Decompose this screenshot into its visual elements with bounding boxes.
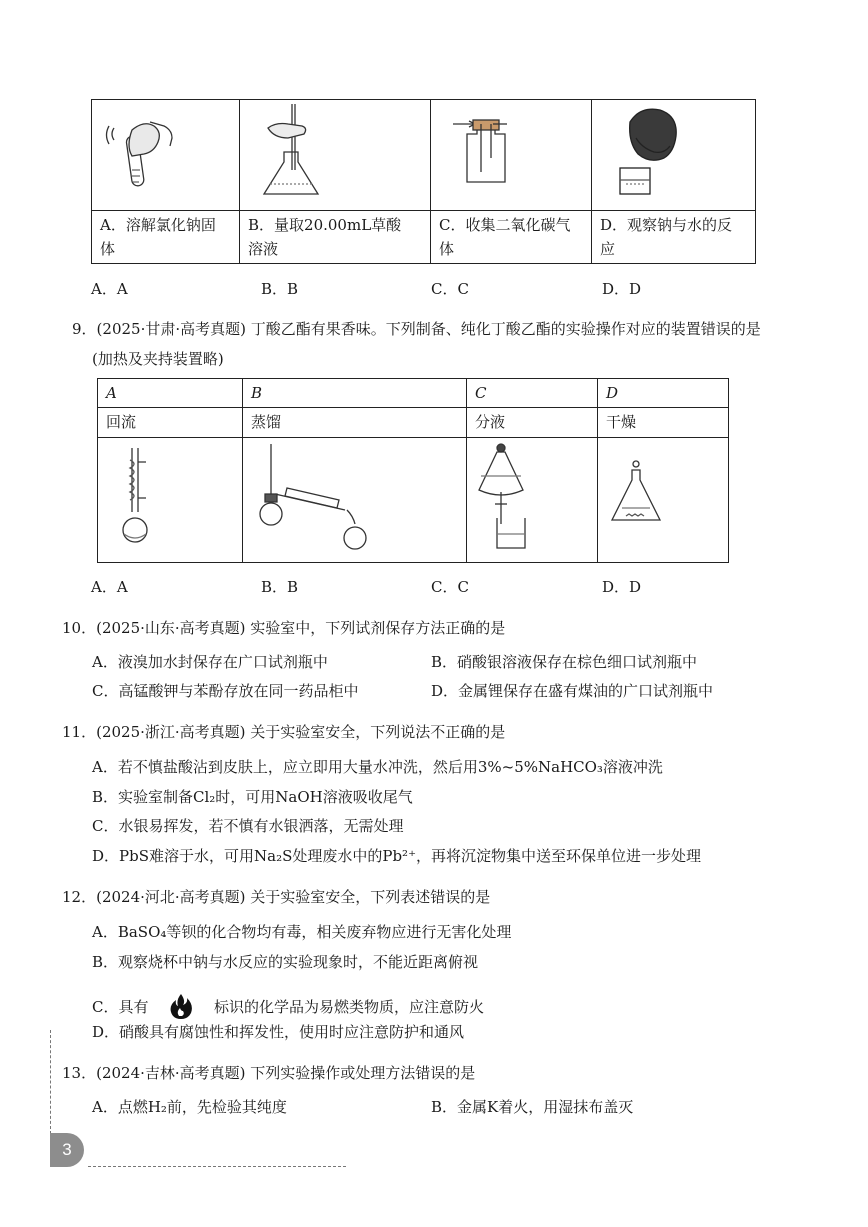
q9-img-d <box>598 438 729 563</box>
q13-choice-a[interactable]: A．点燃H₂前，先检验其纯度 <box>92 1098 287 1116</box>
q8-table <box>91 99 756 264</box>
gas-collecting-bottle-illustration <box>431 100 591 206</box>
q9-option-d[interactable]: D．D <box>602 578 642 596</box>
q12-choice-c-suffix: 标识的化学品为易燃类物质，应注意防火 <box>214 998 485 1016</box>
q13-choice-b[interactable]: B．金属K着火，用湿抹布盖灭 <box>431 1098 634 1116</box>
q8-caption-d: D．观察钠与水的反 应 <box>592 211 756 264</box>
q8-caption-b: B．量取20.00mL草酸 溶液 <box>240 211 431 264</box>
q8-img-d <box>592 100 756 211</box>
q8-option-c[interactable]: C．C <box>431 280 469 298</box>
student-observing-beaker-illustration <box>592 100 755 206</box>
page-number: 3 <box>50 1133 84 1167</box>
q9-header-d: D <box>606 384 619 402</box>
q9-name-d: 干燥 <box>606 413 637 431</box>
q12-choice-b[interactable]: B．观察烧杯中钠与水反应的实验现象时，不能近距离俯视 <box>92 953 479 971</box>
q13-stem: 13．(2024·吉林·高考真题) 下列实验操作或处理方法错误的是 <box>62 1064 476 1082</box>
q9-img-b <box>243 438 467 563</box>
q8-caption-c: C．收集二氧化碳气 体 <box>431 211 592 264</box>
q8-img-b <box>240 100 431 211</box>
separatory-funnel-illustration <box>467 438 597 558</box>
q8-option-d[interactable]: D．D <box>602 280 642 298</box>
q11-stem: 11．(2025·浙江·高考真题) 关于实验室安全，下列说法不正确的是 <box>62 723 506 741</box>
q10-choice-c[interactable]: C．高锰酸钾与苯酚存放在同一药品柜中 <box>92 682 359 700</box>
q9-name-b: 蒸馏 <box>251 413 282 431</box>
q8-option-b[interactable]: B．B <box>261 280 299 298</box>
q9-name-a: 回流 <box>106 413 137 431</box>
q8-caption-a: A．溶解氯化钠固 体 <box>92 211 240 264</box>
q11-choice-d[interactable]: D．PbS难溶于水，可用Na₂S处理废水中的Pb²⁺，再将沉淀物集中送至环保单位进一步处理 <box>92 847 701 865</box>
pipette-and-flask-illustration <box>240 100 430 206</box>
q9-img-c <box>467 438 598 563</box>
q8-img-a <box>92 100 240 211</box>
q11-choice-a[interactable]: A．若不慎盐酸沾到皮肤上，应立即用大量水冲洗，然后用3%~5%NaHCO₃溶液冲洗 <box>92 758 663 776</box>
q10-stem: 10．(2025·山东·高考真题) 实验室中，下列试剂保存方法正确的是 <box>62 619 506 637</box>
flammable-hazard-icon <box>167 992 195 1020</box>
q9-option-c[interactable]: C．C <box>431 578 469 596</box>
q12-choice-d[interactable]: D．硝酸具有腐蚀性和挥发性，使用时应注意防护和通风 <box>92 1023 465 1041</box>
q10-choice-a[interactable]: A．液溴加水封保存在广口试剂瓶中 <box>92 653 328 671</box>
q9-table <box>97 378 729 563</box>
q9-header-c: C <box>475 384 487 402</box>
q12-stem: 12．(2024·河北·高考真题) 关于实验室安全，下列表述错误的是 <box>62 888 491 906</box>
margin-dashed-line <box>50 1030 51 1134</box>
q9-stem-line2: (加热及夹持装置略) <box>92 350 224 368</box>
q12-choice-c[interactable] <box>92 992 484 1020</box>
q8-img-c <box>431 100 592 211</box>
q12-choice-c-prefix: C．具有 <box>92 998 149 1016</box>
q12-choice-a[interactable]: A．BaSO₄等钡的化合物均有毒，相关废弃物应进行无害化处理 <box>92 923 512 941</box>
q11-choice-b[interactable]: B．实验室制备Cl₂时，可用NaOH溶液吸收尾气 <box>92 788 413 806</box>
q9-img-a <box>98 438 243 563</box>
distillation-apparatus-illustration <box>243 438 466 558</box>
q10-choice-d[interactable]: D．金属锂保存在盛有煤油的广口试剂瓶中 <box>431 682 714 700</box>
drying-flask-illustration <box>598 438 728 558</box>
q9-name-c: 分液 <box>475 413 506 431</box>
q9-header-b: B <box>251 384 263 402</box>
q9-option-b[interactable]: B．B <box>261 578 299 596</box>
footer-dashed-line <box>88 1166 346 1167</box>
q8-option-a[interactable]: A．A <box>91 280 128 298</box>
hand-shaking-test-tube-illustration <box>92 100 239 206</box>
q10-choice-b[interactable]: B．硝酸银溶液保存在棕色细口试剂瓶中 <box>431 653 698 671</box>
q9-stem-line1: 9．(2025·甘肃·高考真题) 丁酸乙酯有果香味。下列制备、纯化丁酸乙酯的实验操作对应的装置错误的是 <box>72 320 761 338</box>
q11-choice-c[interactable]: C．水银易挥发，若不慎有水银洒落，无需处理 <box>92 817 404 835</box>
q9-header-a: A <box>106 384 117 402</box>
reflux-condenser-illustration <box>98 438 242 558</box>
q9-option-a[interactable]: A．A <box>91 578 128 596</box>
